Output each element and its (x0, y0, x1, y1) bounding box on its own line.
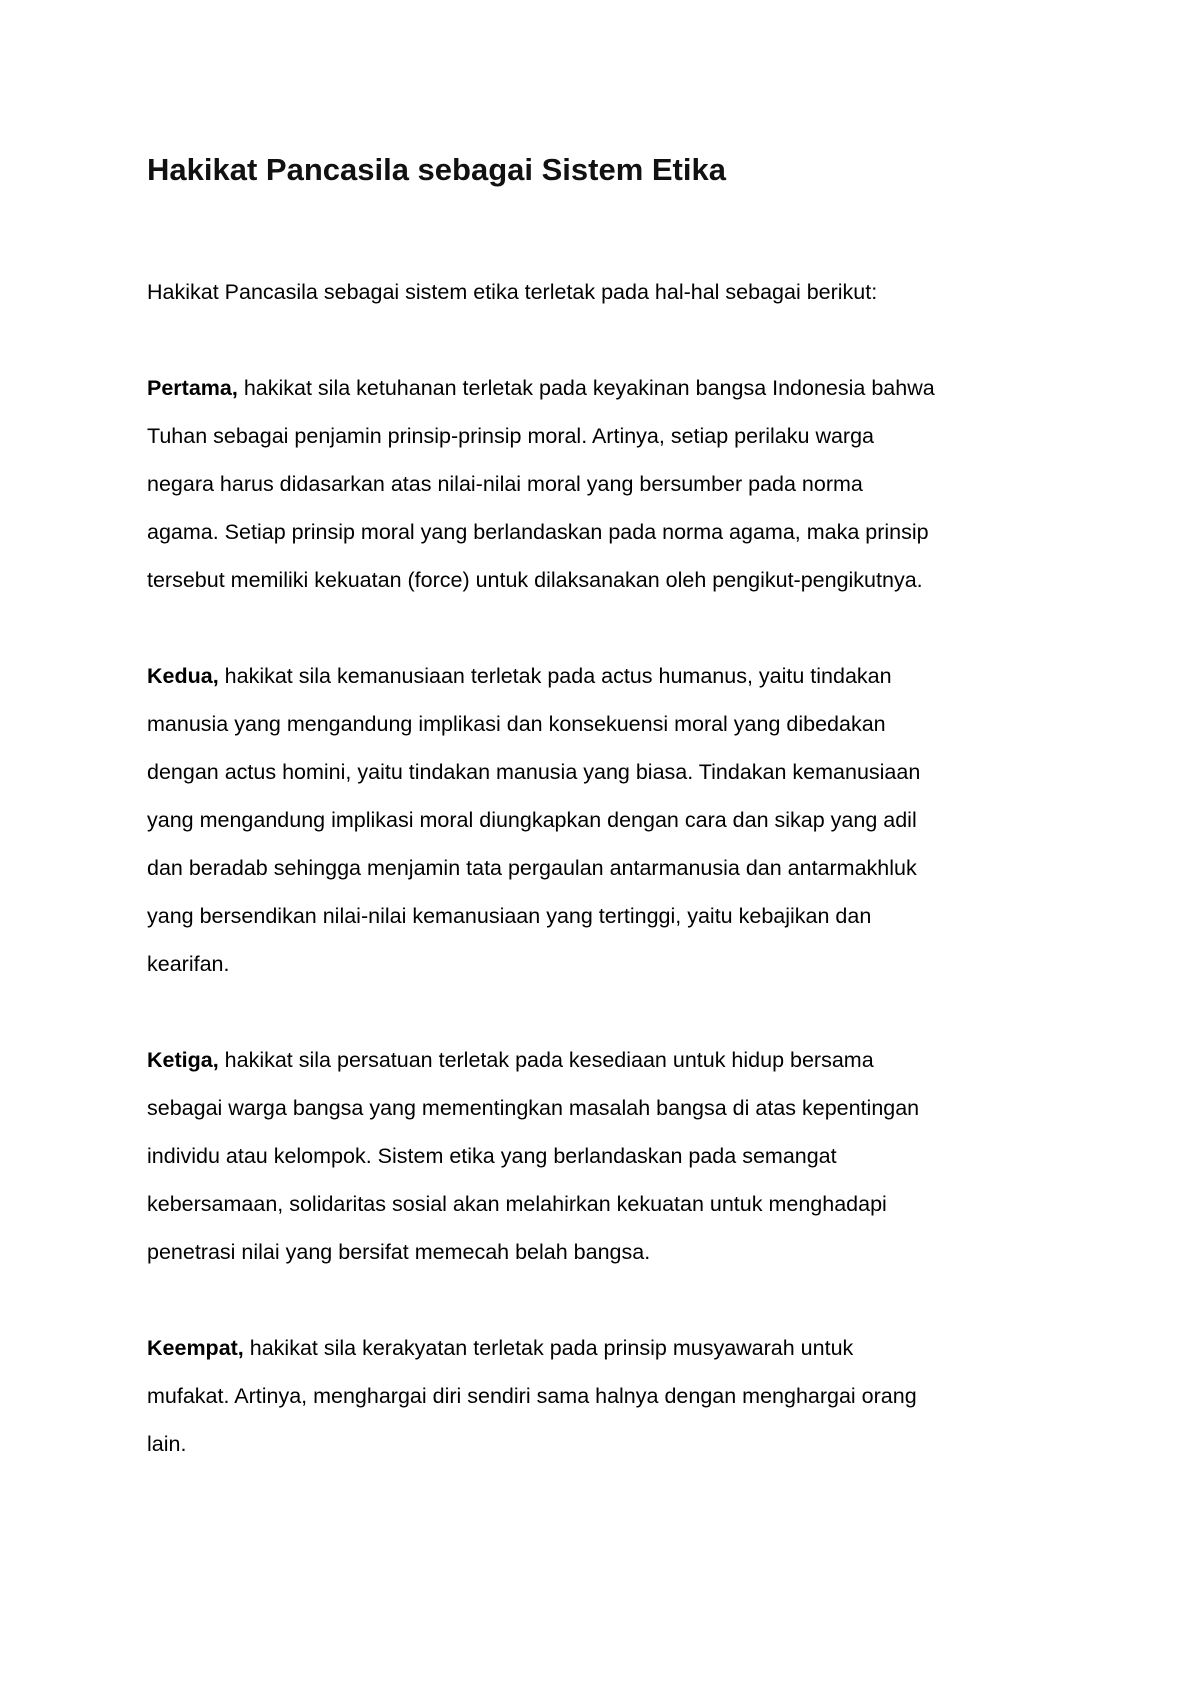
document-title: Hakikat Pancasila sebagai Sistem Etika (147, 152, 726, 187)
paragraph-body: hakikat sila ketuhanan terletak pada keyakinan bangsa Indonesia bahwa Tuhan sebagai penjamin prinsip-prinsip moral. Artinya, setiap perilaku warga negara harus didasarkan atas nilai-nilai moral yang bersumber pada norma agama. Setiap prinsip moral yang berlandaskan pada norma agama, maka prinsip tersebut memiliki kekuatan (force) untuk dilaksanakan oleh pengikut-pengikutnya. (147, 376, 935, 592)
paragraph-body: hakikat sila kemanusiaan terletak pada actus humanus, yaitu tindakan manusia yang mengandung implikasi dan konsekuensi moral yang dibedakan dengan actus homini, yaitu tindakan manusia yang biasa. Tindakan kemanusiaan yang mengandung implikasi moral diungkapkan dengan cara dan sikap yang adil dan beradab sehingga menjamin tata pergaulan antarmanusia dan antarmakhluk yang bersendikan nilai-nilai kemanusiaan yang tertinggi, yaitu kebajikan dan kearifan. (147, 664, 921, 976)
paragraph-lead: Kedua, (147, 664, 219, 688)
paragraph-lead: Keempat, (147, 1336, 244, 1360)
intro-paragraph: Hakikat Pancasila sebagai sistem etika terletak pada hal-hal sebagai berikut: (147, 280, 878, 304)
paragraph-body: hakikat sila kerakyatan terletak pada prinsip musyawarah untuk mufakat. Artinya, menghargai diri sendiri sama halnya dengan menghargai orang lain. (147, 1336, 917, 1456)
paragraph-body: hakikat sila persatuan terletak pada kesediaan untuk hidup bersama sebagai warga bangsa yang mementingkan masalah bangsa di atas kepentingan individu atau kelompok. Sistem etika yang berlandaskan pada semangat kebersamaan, solidaritas sosial akan melahirkan kekuatan untuk menghadapi penetrasi nilai yang bersifat memecah belah bangsa. (147, 1048, 920, 1264)
paragraph-lead: Pertama, (147, 376, 238, 400)
paragraph-keempat (147, 1324, 937, 1468)
paragraph-kedua (147, 652, 937, 988)
paragraph-pertama (147, 364, 937, 604)
document-body (147, 148, 937, 1516)
paragraph-lead: Ketiga, (147, 1048, 219, 1072)
paragraph-ketiga (147, 1036, 937, 1276)
